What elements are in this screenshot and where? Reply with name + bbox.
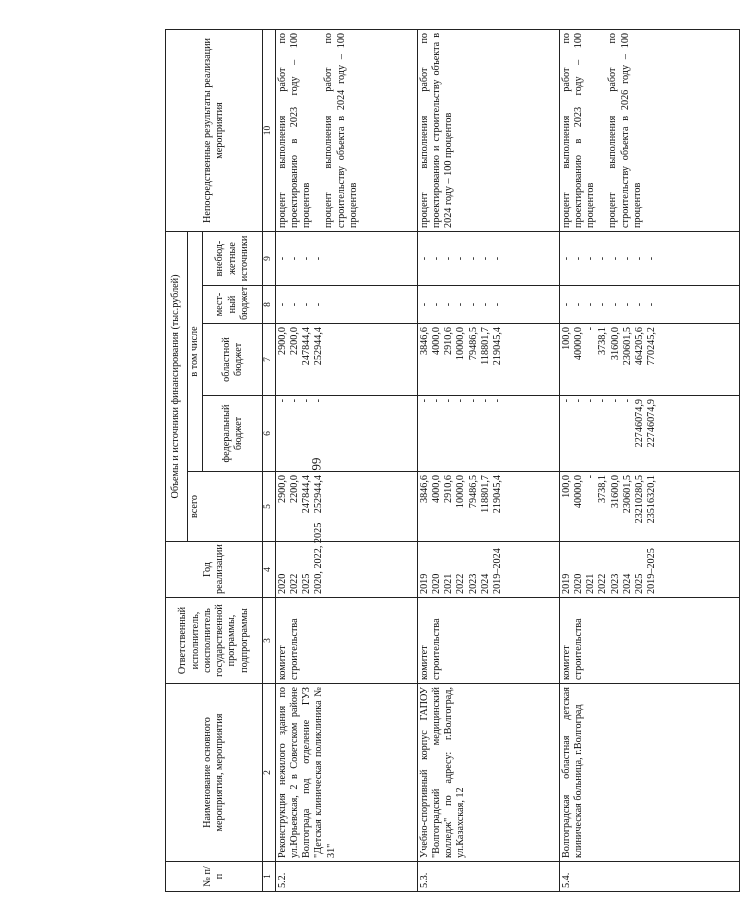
- offbudget-sources-value: -: [572, 256, 584, 261]
- result-text: процент выполнения работ по проектированию в 2023 году – 100 процентов: [560, 32, 597, 228]
- implementation-year-value: 2020, 2022, 2025: [313, 522, 325, 594]
- regional-budget-value: 2900,0: [276, 327, 288, 356]
- column-number: 5: [263, 472, 275, 542]
- total-amount-value: 40000,0: [572, 475, 584, 509]
- offbudget-sources-value: -: [313, 256, 325, 261]
- total-amount-value: 3738,1: [597, 475, 609, 504]
- page-number: 66: [309, 457, 324, 471]
- header-local: мест-ный бюджет: [203, 286, 263, 324]
- offbudget-sources-value: -: [634, 256, 646, 261]
- total-amount-value: 3846,6: [418, 475, 430, 504]
- regional-budget: [275, 324, 417, 396]
- offbudget-sources-value: -: [621, 256, 633, 261]
- implementation-year-value: 2025: [634, 573, 646, 594]
- regional-budget-value: 252944,4: [313, 327, 325, 366]
- column-number: 6: [263, 396, 275, 472]
- header-offbudget: внебюд-жетные источники: [203, 231, 263, 285]
- offbudget-sources-value: -: [585, 256, 597, 261]
- header-results: Непосредственные результаты реализации мероприятия: [166, 29, 263, 231]
- federal-budget: [275, 396, 417, 472]
- implementation-year-value: 2020: [430, 573, 442, 594]
- table-row: [275, 29, 417, 891]
- offbudget-sources-value: -: [479, 256, 491, 261]
- responsible-executor: комитет строительства: [417, 598, 559, 684]
- header-regional: областной бюджет: [203, 324, 263, 396]
- implementation-year-value: 2024: [479, 573, 491, 594]
- header-financing-group: Объемы и источники финансирования (тыс.рублей): [166, 231, 188, 541]
- total-amount: [275, 472, 417, 542]
- header-name: Наименование основного мероприятия, мероприятия: [166, 684, 263, 862]
- regional-budget-value: 31600,0: [609, 327, 621, 361]
- federal-budget-value: -: [572, 399, 584, 403]
- total-amount-value: 4000,0: [430, 475, 442, 504]
- column-number: 1: [263, 862, 275, 892]
- offbudget-sources-value: -: [609, 256, 621, 261]
- column-number: 2: [263, 684, 275, 862]
- federal-budget-value: 22746074,9: [634, 399, 646, 448]
- total-amount-value: 23210280,5: [634, 475, 646, 524]
- regional-budget-value: 230601,5: [621, 327, 633, 366]
- total-amount-value: -: [585, 475, 597, 479]
- direct-results: [417, 29, 559, 231]
- activity-name: Волгоградская областная детская клиническая больница, г.Волгоград: [559, 684, 739, 862]
- federal-budget: [417, 396, 559, 472]
- offbudget-sources-value: -: [455, 256, 467, 261]
- result-text: процент выполнения работ по проектированию в 2023 году – 100 процентов: [276, 32, 313, 228]
- federal-budget-value: -: [313, 399, 325, 403]
- offbudget-sources: [559, 231, 739, 285]
- local-budget: [417, 286, 559, 324]
- total-amount-value: 219045,4: [492, 475, 504, 514]
- local-budget-value: -: [467, 302, 479, 307]
- federal-budget-value: -: [597, 399, 609, 403]
- offbudget-sources-value: -: [492, 256, 504, 261]
- regional-budget-value: 219045,4: [492, 327, 504, 366]
- total-amount-value: 31600,0: [609, 475, 621, 509]
- implementation-year-value: 2019–2025: [646, 548, 658, 594]
- direct-results: [559, 29, 739, 231]
- regional-budget-value: 2910,6: [443, 327, 455, 356]
- implementation-year: [417, 542, 559, 598]
- implementation-year-value: 2020: [276, 573, 288, 594]
- local-budget-value: -: [418, 302, 430, 307]
- row-number: 5.2.: [275, 862, 417, 892]
- local-budget-value: -: [634, 302, 646, 307]
- row-number: 5.3.: [417, 862, 559, 892]
- column-number: 10: [263, 29, 275, 231]
- local-budget-value: -: [301, 302, 313, 307]
- table-body: [275, 29, 739, 891]
- federal-budget: [559, 396, 739, 472]
- local-budget-value: -: [492, 302, 504, 307]
- regional-budget-value: -: [585, 327, 597, 331]
- local-budget-value: -: [585, 302, 597, 307]
- table-row: [417, 29, 559, 891]
- local-budget-value: -: [646, 302, 658, 307]
- responsible-executor: комитет строительства: [559, 598, 739, 684]
- offbudget-sources-value: -: [597, 256, 609, 261]
- local-budget-value: -: [430, 302, 442, 307]
- total-amount-value: 118801,7: [479, 475, 491, 513]
- column-number: 3: [263, 598, 275, 684]
- implementation-year-value: 2021: [443, 573, 455, 594]
- regional-budget-value: 100,0: [560, 327, 572, 350]
- row-number: 5.4.: [559, 862, 739, 892]
- total-amount-value: 10000,0: [455, 475, 467, 509]
- local-budget-value: -: [455, 302, 467, 307]
- column-number: 8: [263, 286, 275, 324]
- column-number: 4: [263, 542, 275, 598]
- federal-budget-value: 22746074,9: [646, 399, 658, 448]
- local-budget-value: -: [313, 302, 325, 307]
- implementation-year: [275, 522, 417, 598]
- regional-budget-value: 247844,4: [301, 327, 313, 366]
- regional-budget-value: 3738,1: [597, 327, 609, 356]
- local-budget-value: -: [479, 302, 491, 307]
- implementation-year-value: 2021: [585, 573, 597, 594]
- column-number: 7: [263, 324, 275, 396]
- direct-results: [275, 29, 417, 231]
- regional-budget-value: 3846,6: [418, 327, 430, 356]
- local-budget-value: -: [597, 302, 609, 307]
- total-amount-value: 79486,5: [467, 475, 479, 509]
- activity-name: Учебно-спортивный корпус ГАПОУ "Волгоградский медицинский колледж" по адресу: г.Волгоград, ул.Казахская, 12: [417, 684, 559, 862]
- federal-budget-value: -: [443, 399, 455, 403]
- federal-budget-value: -: [621, 399, 633, 403]
- regional-budget-value: 464205,6: [634, 327, 646, 366]
- column-number: 9: [263, 231, 275, 285]
- implementation-year-value: 2019–2024: [492, 548, 504, 594]
- regional-budget: [559, 324, 739, 396]
- offbudget-sources-value: -: [288, 256, 300, 261]
- offbudget-sources-value: -: [646, 256, 658, 261]
- implementation-year-value: 2024: [621, 573, 633, 594]
- result-text: процент выполнения работ по строительству объекта в 2024 году – 100 процентов: [323, 32, 359, 228]
- local-budget-value: -: [276, 302, 288, 307]
- result-text: процент выполнения работ по проектированию и строительству объекта в 2024 году – 100 процентов: [418, 32, 455, 228]
- total-amount-value: 247844,4: [301, 475, 313, 514]
- header-subgroup: в том числе: [188, 231, 203, 471]
- header-total: всего: [188, 472, 263, 542]
- local-budget-value: -: [609, 302, 621, 307]
- header-num: № п/п: [166, 862, 263, 892]
- regional-budget-value: 79486,5: [467, 327, 479, 361]
- result-text: процент выполнения работ по строительству объекта в 2026 году – 100 процентов: [607, 32, 643, 228]
- federal-budget-value: -: [455, 399, 467, 403]
- regional-budget: [417, 324, 559, 396]
- total-amount-value: 100,0: [560, 475, 572, 498]
- offbudget-sources-value: -: [443, 256, 455, 261]
- federal-budget-value: -: [609, 399, 621, 403]
- federal-budget-value: -: [585, 399, 597, 403]
- implementation-year-value: 2020: [572, 573, 584, 594]
- total-amount-value: 2910,6: [443, 475, 455, 504]
- local-budget: [559, 286, 739, 324]
- local-budget-value: -: [560, 302, 572, 307]
- total-amount-value: 23516320,1: [646, 475, 658, 524]
- regional-budget-value: 4000,0: [430, 327, 442, 356]
- activity-name: Реконструкция нежилого здания по ул.Юрьевская, 2 в Советском районе Волгограда под отделение ГУЗ "Детская клиническая поликлиника № 31": [275, 684, 417, 862]
- regional-budget-value: 118801,7: [479, 327, 491, 365]
- header-responsible: Ответственный исполнитель, соисполнитель государственной программы, подпрограммы: [166, 598, 263, 684]
- local-budget: [275, 286, 417, 324]
- implementation-year-value: 2019: [418, 573, 430, 594]
- local-budget-value: -: [443, 302, 455, 307]
- total-amount: [417, 472, 559, 542]
- local-budget-value: -: [572, 302, 584, 307]
- federal-budget-value: -: [479, 399, 491, 403]
- offbudget-sources: [417, 231, 559, 285]
- financing-table: [165, 29, 740, 892]
- offbudget-sources-value: -: [301, 256, 313, 261]
- implementation-year-value: 2025: [301, 573, 313, 594]
- federal-budget-value: -: [467, 399, 479, 403]
- regional-budget-value: 40000,0: [572, 327, 584, 361]
- financing-table-sheet: [165, 30, 658, 892]
- implementation-year-value: 2022: [288, 573, 300, 594]
- header-federal: федеральный бюджет: [203, 396, 263, 472]
- local-budget-value: -: [621, 302, 633, 307]
- offbudget-sources: [275, 231, 417, 285]
- implementation-year-value: 2022: [455, 573, 467, 594]
- regional-budget-value: 2200,0: [288, 327, 300, 356]
- local-budget-value: -: [288, 302, 300, 307]
- federal-budget-value: -: [276, 399, 288, 403]
- federal-budget-value: -: [288, 399, 300, 403]
- offbudget-sources-value: -: [430, 256, 442, 261]
- total-amount-value: 2200,0: [288, 475, 300, 504]
- federal-budget-value: -: [418, 399, 430, 403]
- offbudget-sources-value: -: [276, 256, 288, 261]
- table-row: [559, 29, 739, 891]
- federal-budget-value: -: [560, 399, 572, 403]
- federal-budget-value: -: [430, 399, 442, 403]
- implementation-year: [559, 542, 739, 598]
- offbudget-sources-value: -: [560, 256, 572, 261]
- responsible-executor: комитет строительства: [275, 598, 417, 684]
- total-amount: [559, 472, 739, 542]
- federal-budget-value: -: [301, 399, 313, 403]
- implementation-year-value: 2023: [467, 573, 479, 594]
- total-amount-value: 230601,5: [621, 475, 633, 514]
- total-amount-value: 2900,0: [276, 475, 288, 504]
- column-number-row: [263, 29, 275, 891]
- total-amount-value: 252944,4: [313, 475, 325, 514]
- implementation-year-value: 2023: [609, 573, 621, 594]
- offbudget-sources-value: -: [418, 256, 430, 261]
- federal-budget-value: -: [492, 399, 504, 403]
- offbudget-sources-value: -: [467, 256, 479, 261]
- header-year: Год реализации: [166, 542, 263, 598]
- regional-budget-value: 770245,2: [646, 327, 658, 366]
- regional-budget-value: 10000,0: [455, 327, 467, 361]
- implementation-year-value: 2019: [560, 573, 572, 594]
- implementation-year-value: 2022: [597, 573, 609, 594]
